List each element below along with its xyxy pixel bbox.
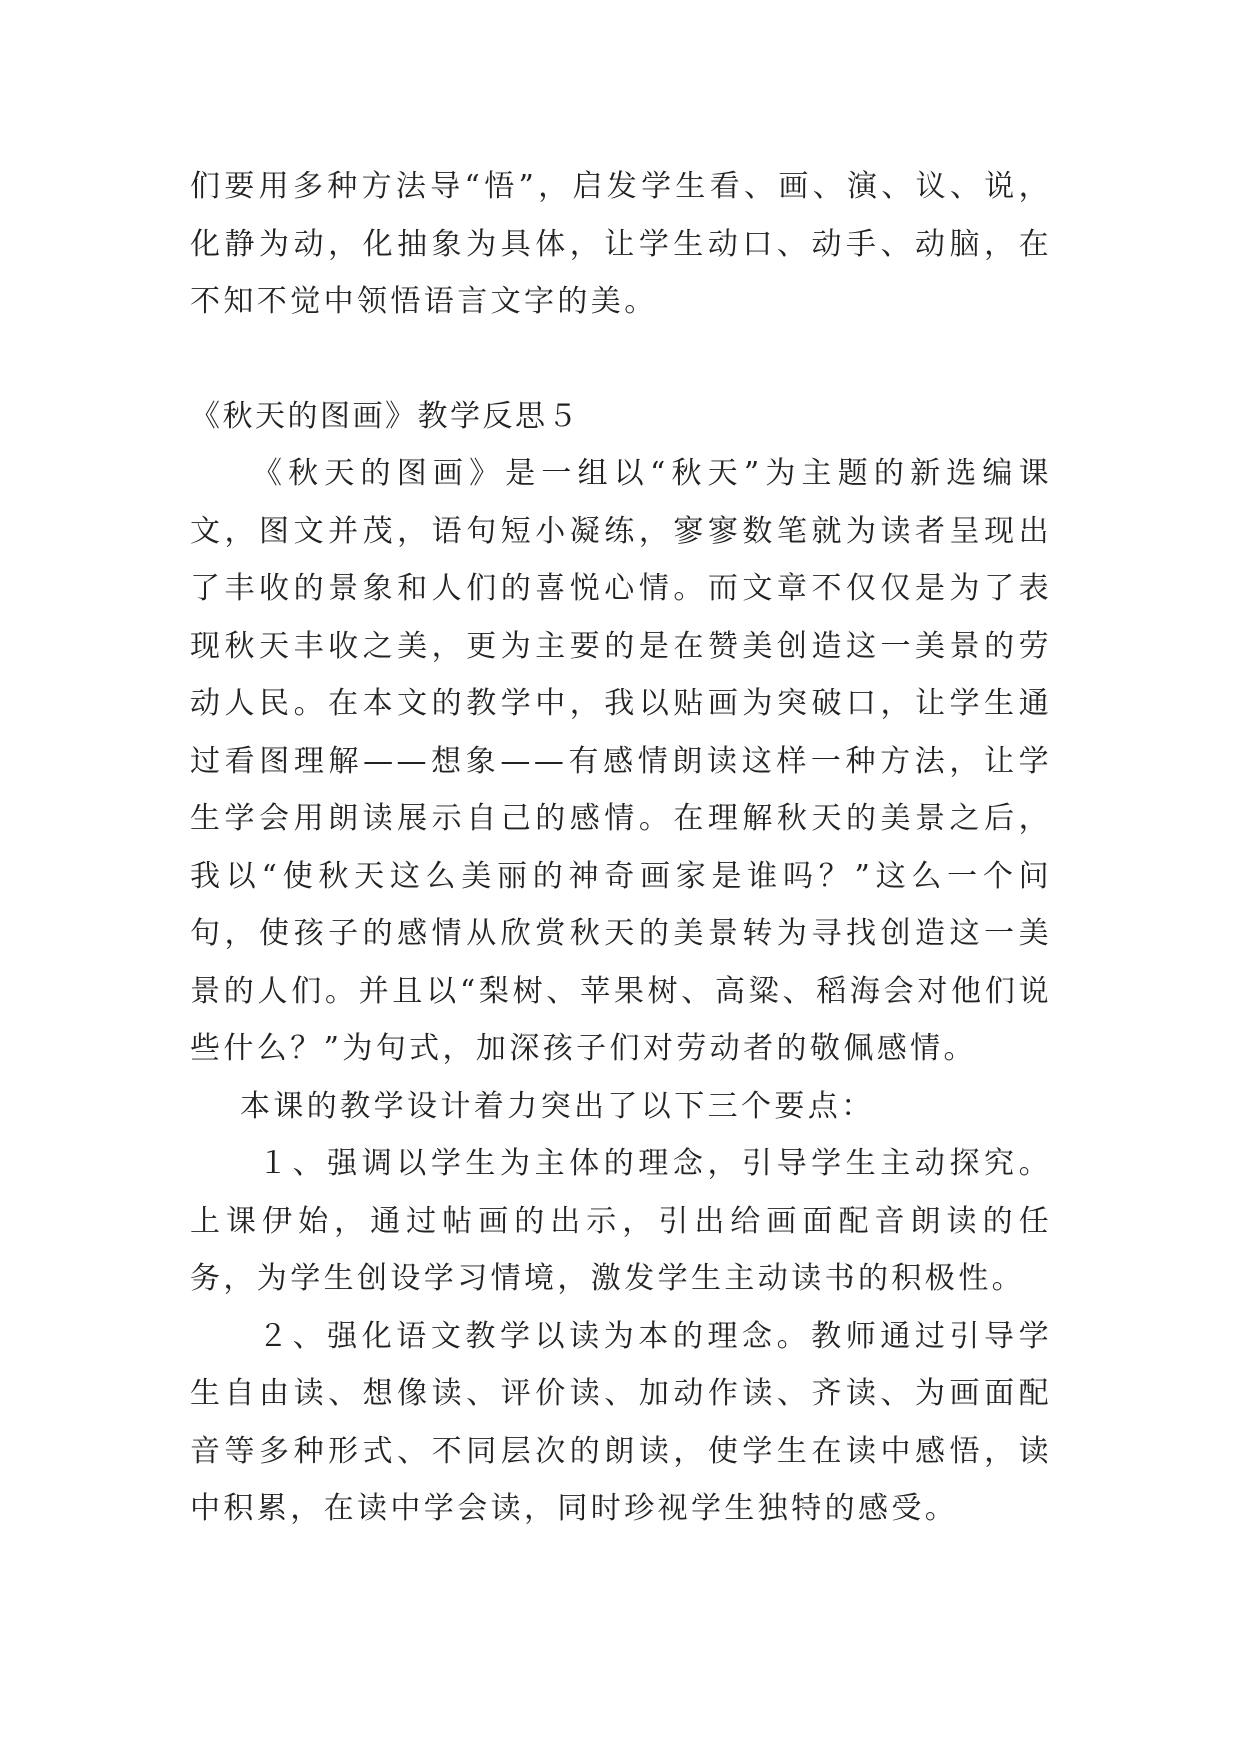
continuation-paragraph: 们要用多种方法导“悟”，启发学生看、画、演、议、说，化静为动，化抽象为具体，让学生动口、动手、动脑，在不知不觉中领悟语言文字的美。 bbox=[190, 169, 1052, 319]
paragraph-intro: 《秋天的图画》是一组以“秋天”为主题的新选编课文，图文并茂，语句短小凝练，寥寥数笔就为读者呈现出了丰收的景象和人们的喜悦心情。而文章不仅仅是为了表现秋天丰收之美，更为主要的是在赞美创造这一美景的劳动人民。在本文的教学中，我以贴画为突破口，让学生通过看图理解——想象——有感情朗读这样一种方法，让学生学会用朗读展示自己的感情。在理解秋天的美景之后，我以“使秋天这么美丽的神奇画家是谁吗？”这么一个问句，使孩子的感情从欣赏秋天的美景转为寻找创造这一美景的人们。并且以“梨树、苹果树、高粱、稻海会对他们说些什么？”为句式，加深孩子们对劳动者的敬佩感情。 bbox=[190, 456, 1052, 1066]
section-heading: 《秋天的图画》教学反思５ bbox=[190, 398, 580, 434]
document-body bbox=[190, 158, 1052, 1538]
paragraph-point-2: ２、强化语文教学以读为本的理念。教师通过引导学生自由读、想像读、评价读、加动作读、齐读、为画面配音等多种形式、不同层次的朗读，使学生在读中感悟，读中积累，在读中学会读，同时珍视学生独特的感受。 bbox=[190, 1318, 1052, 1526]
paragraph-key-points: 本课的教学设计着力突出了以下三个要点： bbox=[240, 1088, 875, 1124]
paragraph-point-1: １、强调以学生为主体的理念，引导学生主动探究。上课伊始，通过帖画的出示，引出给画面配音朗读的任务，为学生创设学习情境，激发学生主动读书的积极性。 bbox=[190, 1146, 1052, 1296]
